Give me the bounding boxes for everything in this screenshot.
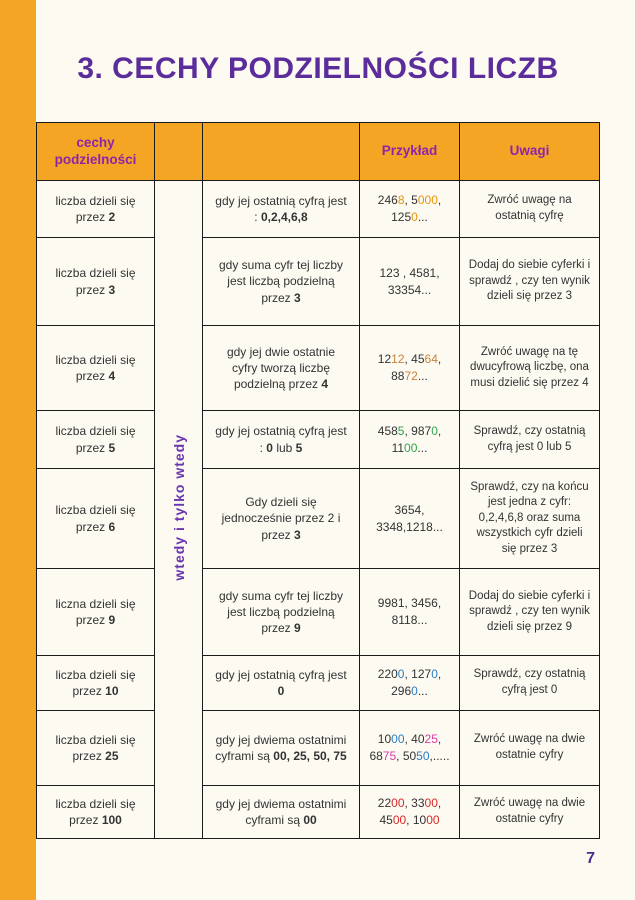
example-cell: 4585, 9870, 1100... (360, 411, 460, 469)
page-number: 7 (586, 850, 595, 867)
condition-cell: Gdy dzieli się jednocześnie przez 2 i przez 3 (203, 469, 360, 569)
note-cell: Zwróć uwagę na dwie ostatnie cyfry (460, 711, 600, 786)
feature-cell: liczba dzieli się przez 100 (37, 786, 155, 839)
table-row-div-10 (37, 656, 600, 711)
table-row-div-25 (37, 711, 600, 786)
feature-cell: liczba dzieli się przez 6 (37, 469, 155, 569)
feature-cell: liczba dzieli się przez 25 (37, 711, 155, 786)
condition-cell: gdy jej ostatnią cyfrą jest : 0,2,4,6,8 (203, 181, 360, 238)
condition-cell: gdy jej dwie ostatnie cyfry tworzą liczbę podzielną przez 4 (203, 326, 360, 411)
table-row-div-6 (37, 469, 600, 569)
table-row-div-5 (37, 411, 600, 469)
example-cell: 123 , 4581, 33354... (360, 238, 460, 326)
header-przyklad: Przykład (360, 123, 460, 181)
example-cell: 2200, 3300, 4500, 1000 (360, 786, 460, 839)
example-cell: 2468, 5000, 1250... (360, 181, 460, 238)
condition-cell: gdy jej ostatnią cyfrą jest 0 (203, 656, 360, 711)
feature-cell: liczba dzieli się przez 4 (37, 326, 155, 411)
condition-cell: gdy suma cyfr tej liczby jest liczbą podzielną przez 3 (203, 238, 360, 326)
iff-column (155, 181, 203, 839)
iff-label: wtedy i tylko wtedy (170, 433, 187, 581)
example-cell: 9981, 3456, 8118... (360, 569, 460, 656)
table-row-div-4 (37, 326, 600, 411)
example-cell: 1212, 4564, 8872... (360, 326, 460, 411)
feature-cell: liczba dzieli się przez 2 (37, 181, 155, 238)
page-title: 3. CECHY PODZIELNOŚCI LICZB (77, 52, 559, 85)
condition-cell: gdy jej dwiema ostatnimi cyframi są 00, 25, 50, 75 (203, 711, 360, 786)
table-row-div-100 (37, 786, 600, 839)
header-uwagi: Uwagi (460, 123, 600, 181)
note-cell: Sprawdź, czy ostatnią cyfrą jest 0 lub 5 (460, 411, 600, 469)
header-condition-spacer (203, 123, 360, 181)
feature-cell: liczba dzieli się przez 5 (37, 411, 155, 469)
note-cell: Dodaj do siebie cyferki i sprawdź , czy ten wynik dzieli się przez 9 (460, 569, 600, 656)
feature-cell: liczba dzieli się przez 3 (37, 238, 155, 326)
left-accent-bar (0, 0, 36, 900)
table-row-div-9 (37, 569, 600, 656)
example-cell: 2200, 1270, 2960... (360, 656, 460, 711)
note-cell: Zwróć uwagę na dwie ostatnie cyfry (460, 786, 600, 839)
example-cell: 1000, 4025, 6875, 5050,..... (360, 711, 460, 786)
condition-cell: gdy jej dwiema ostatnimi cyframi są 00 (203, 786, 360, 839)
table-row-div-2 (37, 181, 600, 238)
divisibility-table-wrap (36, 122, 600, 839)
note-cell: Sprawdź, czy ostatnią cyfrą jest 0 (460, 656, 600, 711)
header-cechy-podzielnosci: cechy podzielności (37, 123, 155, 181)
note-cell: Zwróć uwagę na tę dwucyfrową liczbę, ona musi dzielić się przez 4 (460, 326, 600, 411)
note-cell: Zwróć uwagę na ostatnią cyfrę (460, 181, 600, 238)
example-cell: 3654, 3348,1218... (360, 469, 460, 569)
header-middle-spacer (155, 123, 203, 181)
condition-cell: gdy jej ostatnią cyfrą jest : 0 lub 5 (203, 411, 360, 469)
divisibility-table (36, 122, 600, 839)
header-row (37, 123, 600, 181)
feature-cell: liczna dzieli się przez 9 (37, 569, 155, 656)
condition-cell: gdy suma cyfr tej liczby jest liczbą podzielną przez 9 (203, 569, 360, 656)
note-cell: Dodaj do siebie cyferki i sprawdź , czy ten wynik dzieli się przez 3 (460, 238, 600, 326)
feature-cell: liczba dzieli się przez 10 (37, 656, 155, 711)
note-cell: Sprawdź, czy na końcu jest jedna z cyfr: 0,2,4,6,8 oraz suma wszystkich cyfr dzieli się przez 3 (460, 469, 600, 569)
table-row-div-3 (37, 238, 600, 326)
